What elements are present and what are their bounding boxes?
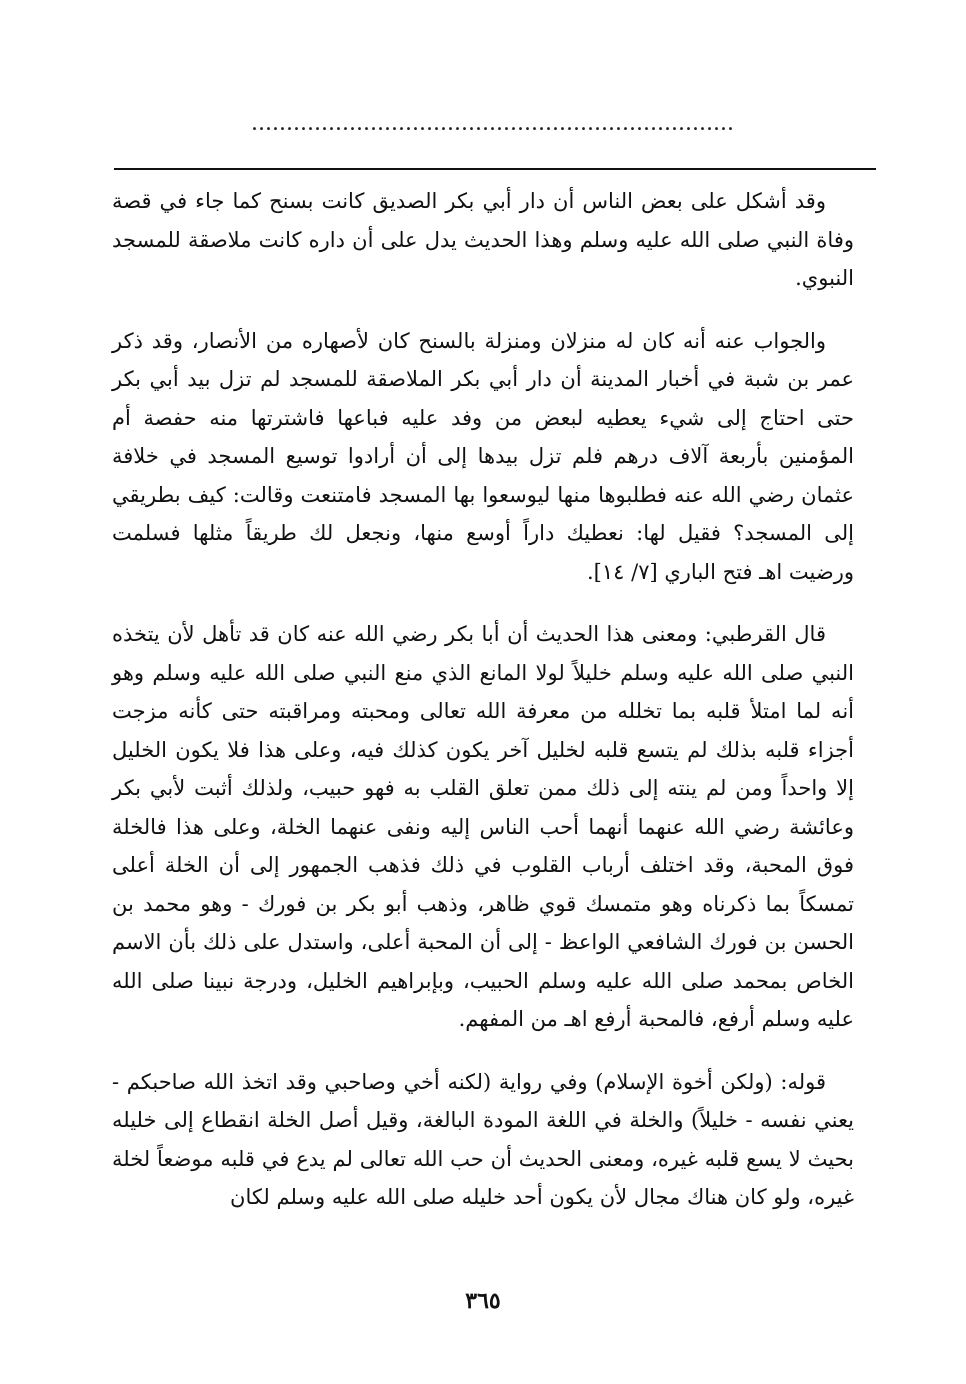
paragraph-4: قوله: (ولكن أخوة الإسلام) وفي رواية (لكنه أخي وصاحبي وقد اتخذ الله صاحبكم - يعني نفسه - خليلاً) والخلة في اللغة المودة البالغة، وقيل أصل الخلة انقطاع إلى خليله بحيث لا يسع قلبه غيره، ومعنى الحديث أن حب الله تعالى لم يدع في قلبه موضعاً لخلة غيره، ولو كان هناك مجال لأن يكون أحد خليله صلى الله عليه وسلم لكان — [112, 1069, 854, 1209]
horizontal-rule — [114, 168, 876, 170]
paragraph-3: قال القرطبي: ومعنى هذا الحديث أن أبا بكر رضي الله عنه كان قد تأهل لأن يتخذه النبي صلى الله عليه وسلم خليلاً لولا المانع الذي منع النبي صلى الله عليه وسلم وهو أنه لما امتلأ قلبه بما تخلله من معرفة الله تعالى ومحبته ومراقبته حتى كأنه مزجت أجزاء قلبه بذلك لم يتسع قلبه لخليل آخر يكون كذلك فيه، وعلى هذا فلا يكون الخليل إلا واحداً ومن لم ينته إلى ذلك ممن تعلق القلب به فهو حبيب، ولذلك أثبت لأبي بكر وعائشة رضي الله عنهما أنهما أحب الناس إليه ونفى عنهما الخلة، وعلى هذا فالخلة فوق المحبة، وقد اختلف أرباب القلوب في ذلك فذهب الجمهور إلى أن الخلة أعلى تمسكاً بما ذكرناه وهو متمسك قوي ظاهر، وذهب أبو بكر بن فورك - وهو محمد بن الحسن بن فورك الشافعي الواعظ - إلى أن المحبة أعلى، واستدل على ذلك بأن الاسم الخاص بمحمد صلى الله عليه وسلم الحبيب، وبإبراهيم الخليل، ودرجة نبينا صلى الله عليه وسلم أرفع، فالمحبة أرفع اهـ من المفهم. — [112, 622, 854, 1031]
paragraph-1: وقد أشكل على بعض الناس أن دار أبي بكر الصديق كانت بسنح كما جاء في قصة وفاة النبي صلى الله عليه وسلم وهذا الحديث يدل على أن داره كانت ملاصقة للمسجد النبوي. — [112, 189, 854, 290]
paragraph-2: والجواب عنه أنه كان له منزلان ومنزلة بالسنح كان لأصهاره من الأنصار، وقد ذكر عمر بن شبة في أخبار المدينة أن دار أبي بكر الملاصقة للمسجد لم تزل بيد أبي بكر حتى احتاج إلى شيء يعطيه لبعض من وفد عليه فباعها فاشترتها منه حفصة أم المؤمنين بأربعة آلاف درهم فلم تزل بيدها إلى أن أرادوا توسيع المسجد في خلافة عثمان رضي الله عنه فطلبوها منها ليوسعوا بها المسجد فامتنعت وقالت: كيف بطريقي إلى المسجد؟ فقيل لها: نعطيك داراً أوسع منها، ونجعل لك طريقاً مثلها فسلمت ورضيت اهـ فتح الباري [٧/ ١٤]. — [112, 328, 854, 584]
dotted-separator: ..................................................................... — [251, 110, 735, 130]
body-text — [112, 182, 854, 1217]
page-number: ٣٦٥ — [465, 1288, 501, 1314]
